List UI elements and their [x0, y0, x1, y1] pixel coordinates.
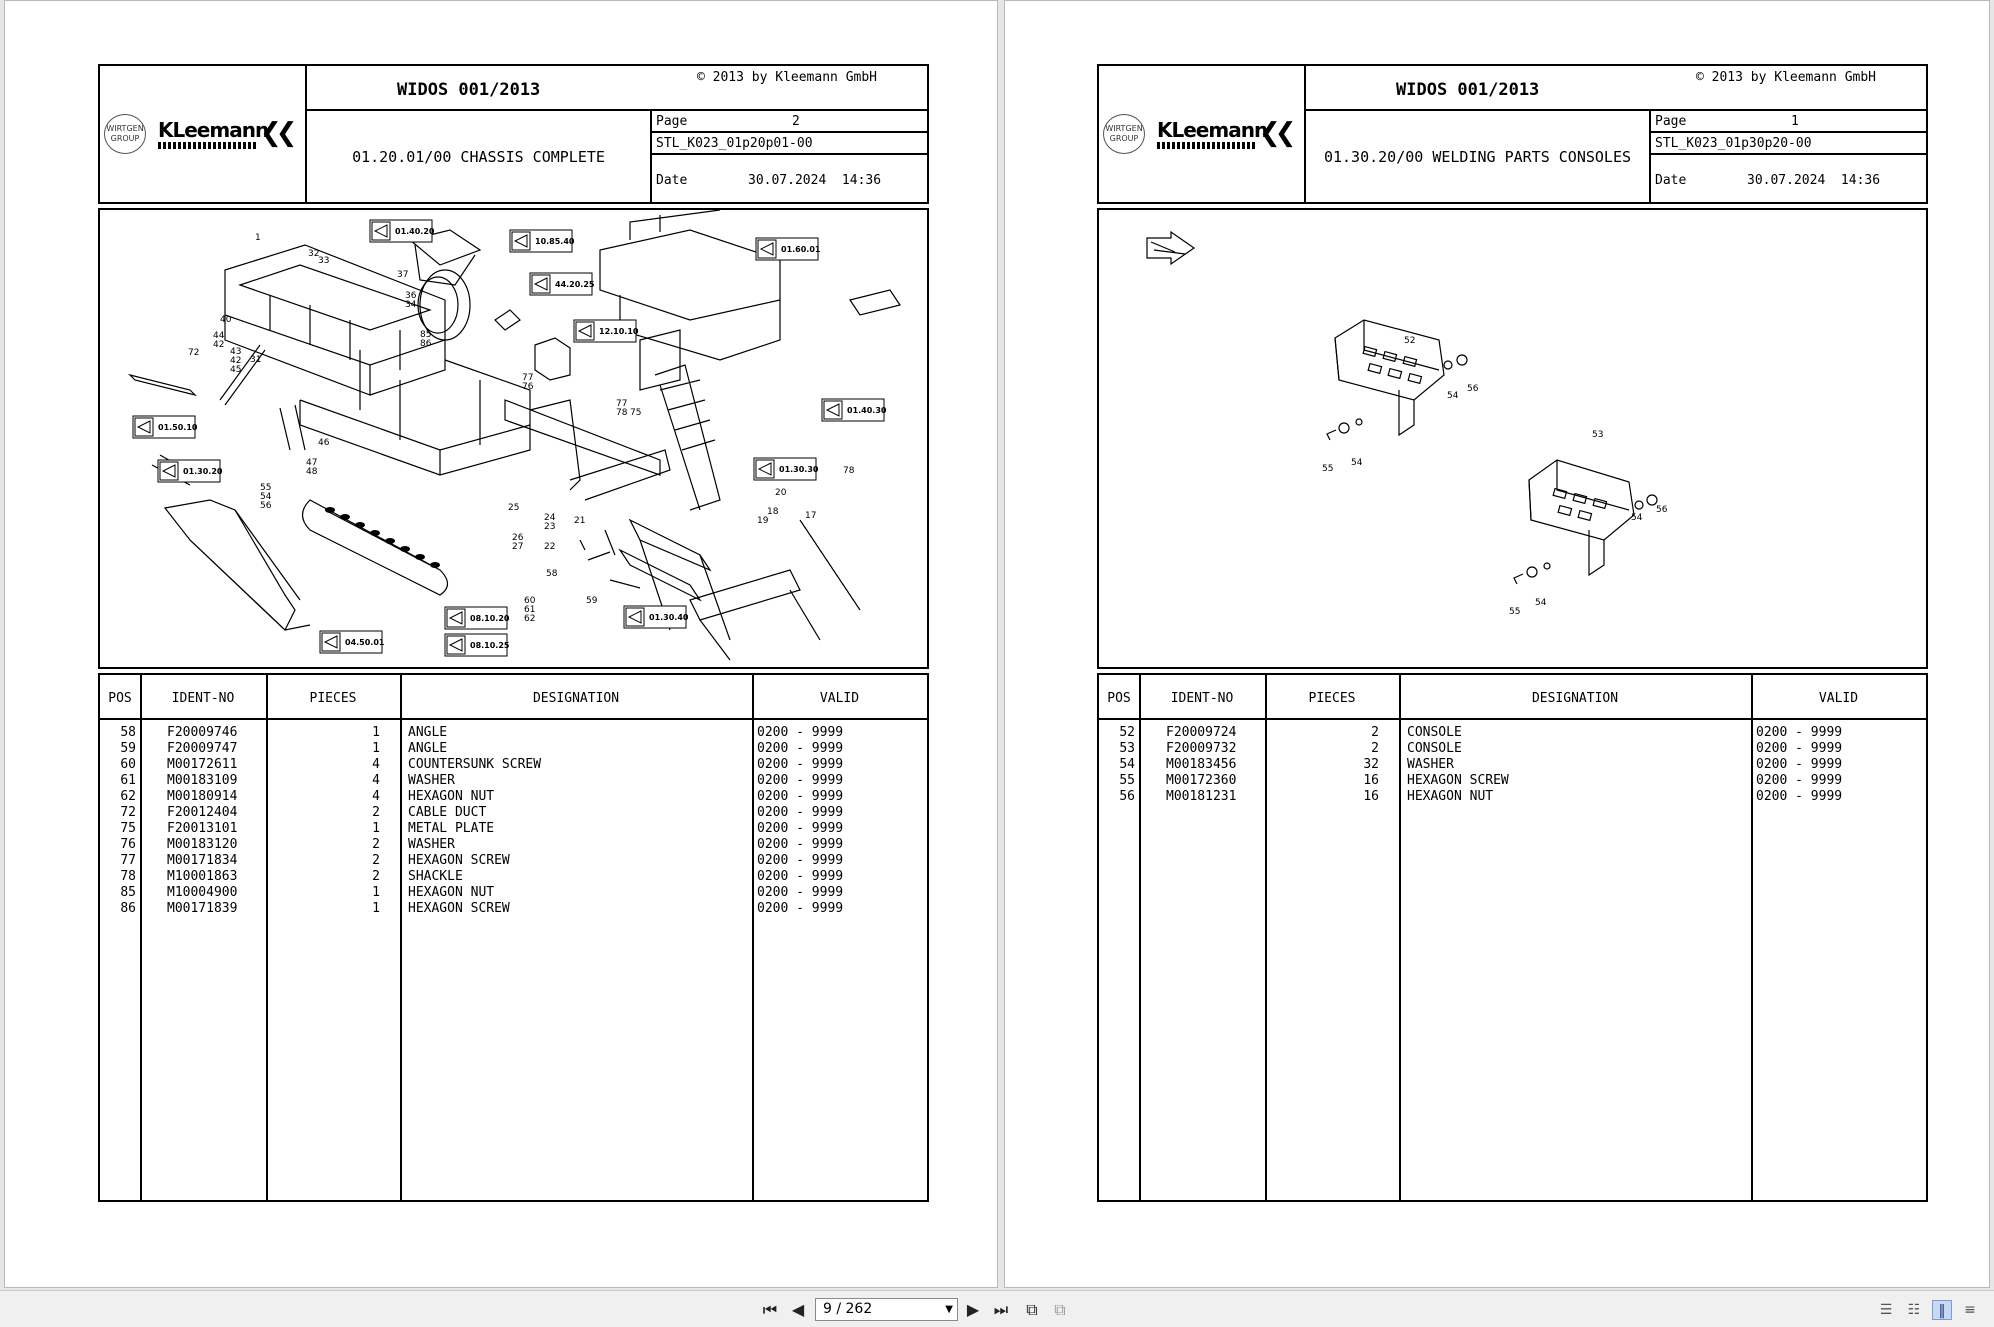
- svg-text:75: 75: [630, 408, 642, 418]
- cell-designation: HEXAGON NUT: [408, 885, 495, 900]
- page-indicator: 9 / 262: [823, 1301, 873, 1317]
- cell-designation: WASHER: [408, 773, 455, 788]
- table-row: [100, 853, 927, 869]
- cell-ident-no: F20013101: [167, 821, 238, 836]
- cell-pos: 58: [120, 725, 136, 740]
- table-row: [100, 821, 927, 837]
- cell-valid: 0200 - 9999: [1756, 757, 1843, 772]
- cell-pos: 56: [1119, 789, 1135, 804]
- svg-text:55: 55: [1322, 464, 1334, 474]
- group-description: 01.20.01/00 CHASSIS COMPLETE: [307, 111, 652, 202]
- title-cell: [1306, 66, 1926, 111]
- meta-block: [652, 111, 927, 202]
- cell-valid: 0200 - 9999: [757, 741, 844, 756]
- table-row: [100, 869, 927, 885]
- callout-01-50-10: [133, 416, 198, 438]
- svg-text:01.30.40: 01.30.40: [649, 613, 689, 622]
- callout-08-10-25: [445, 634, 510, 656]
- svg-text:04.50.01: 04.50.01: [345, 638, 385, 647]
- kleemann-logo-bars: [1157, 142, 1255, 149]
- orientation-arrow-icon: [1147, 232, 1194, 264]
- svg-text:60: 60: [524, 596, 536, 606]
- table-row: [100, 885, 927, 901]
- cell-ident-no: M00183109: [167, 773, 238, 788]
- cell-pos: 76: [120, 837, 136, 852]
- callout-12-10-10: [574, 320, 639, 342]
- cell-valid: 0200 - 9999: [757, 789, 844, 804]
- svg-text:32: 32: [308, 249, 320, 259]
- svg-text:18: 18: [767, 507, 779, 517]
- cell-pieces: 1: [372, 901, 380, 916]
- svg-text:52: 52: [1404, 336, 1416, 346]
- parts-table: [98, 673, 929, 1202]
- cell-designation: HEXAGON SCREW: [408, 853, 510, 868]
- svg-text:01.50.10: 01.50.10: [158, 423, 198, 432]
- svg-text:26: 26: [512, 533, 524, 543]
- col-header-pos: POS: [108, 691, 132, 706]
- cell-ident-no: M00172360: [1166, 773, 1237, 788]
- callout-44-20-25: [530, 273, 595, 295]
- svg-text:54: 54: [260, 492, 272, 502]
- wirtgen-group-logo: WIRTGEN GROUP: [1103, 114, 1145, 154]
- cell-pieces: 16: [1363, 789, 1379, 804]
- svg-text:58: 58: [546, 569, 558, 579]
- cell-pos: 62: [120, 789, 136, 804]
- cell-ident-no: M00183456: [1166, 757, 1237, 772]
- svg-text:54: 54: [1447, 391, 1459, 401]
- table-body: [100, 725, 927, 917]
- cell-ident-no: F20009732: [1166, 741, 1237, 756]
- callout-04-50-01: [320, 631, 385, 653]
- cell-valid: 0200 - 9999: [757, 901, 844, 916]
- cell-pos: 72: [120, 805, 136, 820]
- copyright: © 2013 by Kleemann GmbH: [696, 70, 877, 85]
- svg-text:27: 27: [512, 542, 524, 552]
- svg-text:08.10.20: 08.10.20: [470, 614, 510, 623]
- cell-pieces: 2: [1371, 725, 1379, 740]
- page-number: 2: [792, 114, 800, 129]
- page-label: Page: [656, 114, 688, 129]
- svg-text:01.40.20: 01.40.20: [395, 227, 435, 236]
- cell-designation: COUNTERSUNK SCREW: [408, 757, 542, 772]
- group-description: 01.30.20/00 WELDING PARTS CONSOLES: [1306, 111, 1651, 202]
- cell-ident-no: M00183120: [167, 837, 238, 852]
- cell-ident-no: F20012404: [167, 805, 238, 820]
- cell-pieces: 4: [372, 773, 380, 788]
- rotate-icon[interactable]: ⧉: [1026, 1300, 1038, 1319]
- cell-ident-no: M00171839: [167, 901, 238, 916]
- table-row: [100, 901, 927, 917]
- cell-designation: WASHER: [408, 837, 455, 852]
- cell-ident-no: M10004900: [167, 885, 238, 900]
- cell-designation: ANGLE: [408, 725, 448, 740]
- cell-valid: 0200 - 9999: [757, 869, 844, 884]
- callout-08-10-20: [445, 607, 510, 629]
- cell-valid: 0200 - 9999: [757, 725, 844, 740]
- chassis-exploded-view: [100, 210, 927, 667]
- cell-pieces: 2: [372, 853, 380, 868]
- cell-ident-no: M00181231: [1166, 789, 1237, 804]
- date-value: 30.07.2024 14:36: [1747, 173, 1881, 188]
- cell-pieces: 4: [372, 757, 380, 772]
- svg-text:17: 17: [805, 511, 817, 521]
- table-row: [100, 837, 927, 853]
- cell-pos: 55: [1119, 773, 1135, 788]
- date-row: [652, 155, 927, 202]
- svg-text:56: 56: [1656, 505, 1668, 515]
- exploded-view-drawing: [1097, 208, 1928, 669]
- callout-01-60-01: [756, 238, 821, 260]
- table-row: [1099, 773, 1926, 789]
- cell-valid: 0200 - 9999: [1756, 741, 1843, 756]
- chevron-down-icon[interactable]: ▼: [945, 1304, 953, 1315]
- cell-ident-no: M00172611: [167, 757, 238, 772]
- date-label: Date: [656, 173, 688, 188]
- parts-list-sheet: [1097, 64, 1928, 1202]
- parts-table: [1097, 673, 1928, 1202]
- two-page-continuous-view-icon[interactable]: ≡: [1964, 1302, 1976, 1318]
- cell-valid: 0200 - 9999: [757, 757, 844, 772]
- cell-pos: 86: [120, 901, 136, 916]
- kleemann-chevron-icon: ❮❮: [1259, 118, 1291, 148]
- kleemann-logo-bars: [158, 142, 256, 149]
- cell-pieces: 2: [1371, 741, 1379, 756]
- first-page-icon[interactable]: ⏮: [762, 1300, 778, 1319]
- svg-text:56: 56: [260, 501, 272, 511]
- cell-designation: SHACKLE: [408, 869, 463, 884]
- cell-ident-no: F20009724: [1166, 725, 1237, 740]
- svg-text:42: 42: [230, 356, 242, 366]
- svg-text:59: 59: [586, 596, 598, 606]
- col-header-pieces: PIECES: [309, 691, 357, 706]
- col-header-pos: POS: [1107, 691, 1131, 706]
- svg-text:53: 53: [1592, 430, 1604, 440]
- cell-designation: HEXAGON SCREW: [408, 901, 510, 916]
- cell-designation: CONSOLE: [1407, 725, 1462, 740]
- cell-pieces: 1: [372, 885, 380, 900]
- svg-text:21: 21: [574, 516, 586, 526]
- cell-pos: 78: [120, 869, 136, 884]
- kleemann-logo: KLeemann: [158, 118, 269, 142]
- cell-pos: 77: [120, 853, 136, 868]
- callout-01-30-30: [754, 458, 819, 480]
- cell-designation: HEXAGON SCREW: [1407, 773, 1509, 788]
- next-page-icon[interactable]: ▶: [966, 1300, 980, 1319]
- sheet-header: [98, 64, 929, 204]
- svg-text:36: 36: [405, 291, 417, 301]
- svg-text:24: 24: [544, 513, 556, 523]
- svg-text:78: 78: [843, 466, 855, 476]
- doc-title: WIDOS 001/2013: [1396, 80, 1540, 100]
- svg-text:48: 48: [306, 467, 318, 477]
- svg-text:01.40.30: 01.40.30: [847, 406, 887, 415]
- cell-valid: 0200 - 9999: [757, 853, 844, 868]
- svg-text:08.10.25: 08.10.25: [470, 641, 510, 650]
- svg-text:33: 33: [318, 256, 330, 266]
- svg-text:10.85.40: 10.85.40: [535, 237, 575, 246]
- cell-designation: CONSOLE: [1407, 741, 1462, 756]
- doc-title: WIDOS 001/2013: [397, 80, 541, 100]
- date-value: 30.07.2024 14:36: [748, 173, 882, 188]
- cell-designation: ANGLE: [408, 741, 448, 756]
- cell-designation: METAL PLATE: [408, 821, 495, 836]
- single-page-view-icon[interactable]: ☰: [1879, 1302, 1893, 1318]
- table-row: [100, 805, 927, 821]
- table-row: [100, 725, 927, 741]
- stl-row: [652, 133, 927, 155]
- table-row: [100, 757, 927, 773]
- cell-pos: 61: [120, 773, 136, 788]
- exploded-view-drawing: [98, 208, 929, 669]
- svg-text:01.60.01: 01.60.01: [781, 245, 821, 254]
- svg-text:77: 77: [616, 399, 628, 409]
- callout-01-30-20: [158, 460, 223, 482]
- stl-code: STL_K023_01p30p20-00: [1655, 136, 1812, 151]
- cell-pos: 53: [1119, 741, 1135, 756]
- stl-code: STL_K023_01p20p01-00: [656, 136, 813, 151]
- cell-ident-no: M10001863: [167, 869, 238, 884]
- sheet-header: [1097, 64, 1928, 204]
- title-cell: [307, 66, 927, 111]
- cell-designation: HEXAGON NUT: [408, 789, 495, 804]
- col-header-pieces: PIECES: [1308, 691, 1356, 706]
- cell-designation: CABLE DUCT: [408, 805, 487, 820]
- svg-text:37: 37: [397, 270, 409, 280]
- svg-text:77: 77: [522, 373, 534, 383]
- last-page-icon[interactable]: ⏭: [993, 1300, 1009, 1319]
- svg-text:56: 56: [1467, 384, 1479, 394]
- cell-valid: 0200 - 9999: [757, 821, 844, 836]
- two-page-view-icon[interactable]: ‖: [1932, 1300, 1952, 1320]
- date-row: [1651, 155, 1926, 202]
- page-label: Page: [1655, 114, 1687, 129]
- continuous-view-icon[interactable]: ☷: [1907, 1302, 1921, 1318]
- table-header: [100, 675, 927, 720]
- cell-valid: 0200 - 9999: [1756, 725, 1843, 740]
- viewer-toolbar: [0, 1290, 1994, 1327]
- svg-text:31: 31: [250, 355, 262, 365]
- cell-valid: 0200 - 9999: [757, 773, 844, 788]
- kleemann-chevron-icon: ❮❮: [260, 118, 292, 148]
- table-row: [1099, 757, 1926, 773]
- col-header-valid: VALID: [1818, 691, 1859, 706]
- table-row: [1099, 741, 1926, 757]
- meta-block: [1651, 111, 1926, 202]
- col-header-valid: VALID: [819, 691, 860, 706]
- svg-text:85: 85: [420, 330, 432, 340]
- svg-text:23: 23: [544, 522, 556, 532]
- table-header: [1099, 675, 1926, 720]
- cell-pos: 54: [1119, 757, 1135, 772]
- svg-text:40: 40: [220, 315, 232, 325]
- cell-pos: 75: [120, 821, 136, 836]
- cell-valid: 0200 - 9999: [1756, 789, 1843, 804]
- page-row: [652, 111, 927, 133]
- cell-pieces: 1: [372, 741, 380, 756]
- cell-valid: 0200 - 9999: [757, 837, 844, 852]
- parts-list-sheet: [98, 64, 929, 1202]
- callout-01-40-20: [370, 220, 435, 242]
- fit-page-icon[interactable]: ⧉: [1054, 1300, 1066, 1319]
- col-header-ident: IDENT-NO: [171, 691, 235, 706]
- svg-text:44.20.25: 44.20.25: [555, 280, 595, 289]
- table-row: [100, 741, 927, 757]
- consoles-exploded-view: [1099, 210, 1926, 667]
- svg-text:20: 20: [775, 488, 787, 498]
- cell-designation: WASHER: [1407, 757, 1454, 772]
- callout-01-40-30: [822, 399, 887, 421]
- svg-text:78: 78: [616, 408, 628, 418]
- table-row: [1099, 789, 1926, 805]
- cell-pos: 60: [120, 757, 136, 772]
- cell-pieces: 4: [372, 789, 380, 804]
- svg-text:62: 62: [524, 614, 536, 624]
- svg-text:61: 61: [524, 605, 536, 615]
- cell-pos: 85: [120, 885, 136, 900]
- svg-text:01.30.20: 01.30.20: [183, 467, 223, 476]
- kleemann-logo: KLeemann: [1157, 118, 1268, 142]
- svg-text:42: 42: [213, 340, 225, 350]
- svg-text:55: 55: [1509, 607, 1521, 617]
- svg-text:44: 44: [213, 331, 225, 341]
- svg-text:01.30.30: 01.30.30: [779, 465, 819, 474]
- svg-text:12.10.10: 12.10.10: [599, 327, 639, 336]
- svg-text:25: 25: [508, 503, 520, 513]
- svg-text:54: 54: [1631, 513, 1643, 523]
- logo-block: [1099, 66, 1306, 202]
- cell-valid: 0200 - 9999: [757, 805, 844, 820]
- svg-text:43: 43: [230, 347, 242, 357]
- svg-text:76: 76: [522, 382, 534, 392]
- cell-pieces: 32: [1363, 757, 1379, 772]
- col-header-designation: DESIGNATION: [532, 691, 620, 706]
- svg-text:46: 46: [318, 438, 330, 448]
- cell-pos: 59: [120, 741, 136, 756]
- cell-valid: 0200 - 9999: [1756, 773, 1843, 788]
- page-number-input[interactable]: [815, 1298, 958, 1321]
- cell-pieces: 2: [372, 805, 380, 820]
- col-header-ident: IDENT-NO: [1170, 691, 1234, 706]
- svg-text:45: 45: [230, 365, 242, 375]
- svg-text:34: 34: [405, 300, 417, 310]
- col-header-designation: DESIGNATION: [1531, 691, 1619, 706]
- wirtgen-group-logo: WIRTGEN GROUP: [104, 114, 146, 154]
- cell-pieces: 1: [372, 821, 380, 836]
- cell-valid: 0200 - 9999: [757, 885, 844, 900]
- cell-pieces: 2: [372, 837, 380, 852]
- svg-text:55: 55: [260, 483, 272, 493]
- cell-designation: HEXAGON NUT: [1407, 789, 1494, 804]
- stl-row: [1651, 133, 1926, 155]
- svg-text:54: 54: [1535, 598, 1547, 608]
- document-page-left: [4, 0, 998, 1288]
- table-body: [1099, 725, 1926, 805]
- logo-block: [100, 66, 307, 202]
- svg-text:86: 86: [420, 339, 432, 349]
- document-page-right: [1004, 0, 1990, 1288]
- copyright: © 2013 by Kleemann GmbH: [1695, 70, 1876, 85]
- svg-text:1: 1: [255, 233, 261, 243]
- cell-ident-no: M00180914: [167, 789, 238, 804]
- page-number: 1: [1791, 114, 1799, 129]
- page-row: [1651, 111, 1926, 133]
- callout-01-30-40: [624, 606, 689, 628]
- cell-ident-no: F20009746: [167, 725, 238, 740]
- callout-10-85-40: [510, 230, 575, 252]
- table-row: [100, 773, 927, 789]
- svg-text:72: 72: [188, 348, 200, 358]
- cell-ident-no: F20009747: [167, 741, 238, 756]
- cell-pos: 52: [1119, 725, 1135, 740]
- cell-pieces: 1: [372, 725, 380, 740]
- svg-text:19: 19: [757, 516, 769, 526]
- table-row: [100, 789, 927, 805]
- cell-pieces: 2: [372, 869, 380, 884]
- svg-text:47: 47: [306, 458, 318, 468]
- prev-page-icon[interactable]: ◀: [791, 1300, 805, 1319]
- cell-ident-no: M00171834: [167, 853, 238, 868]
- table-row: [1099, 725, 1926, 741]
- svg-text:22: 22: [544, 542, 556, 552]
- cell-pieces: 16: [1363, 773, 1379, 788]
- date-label: Date: [1655, 173, 1687, 188]
- svg-text:54: 54: [1351, 458, 1363, 468]
